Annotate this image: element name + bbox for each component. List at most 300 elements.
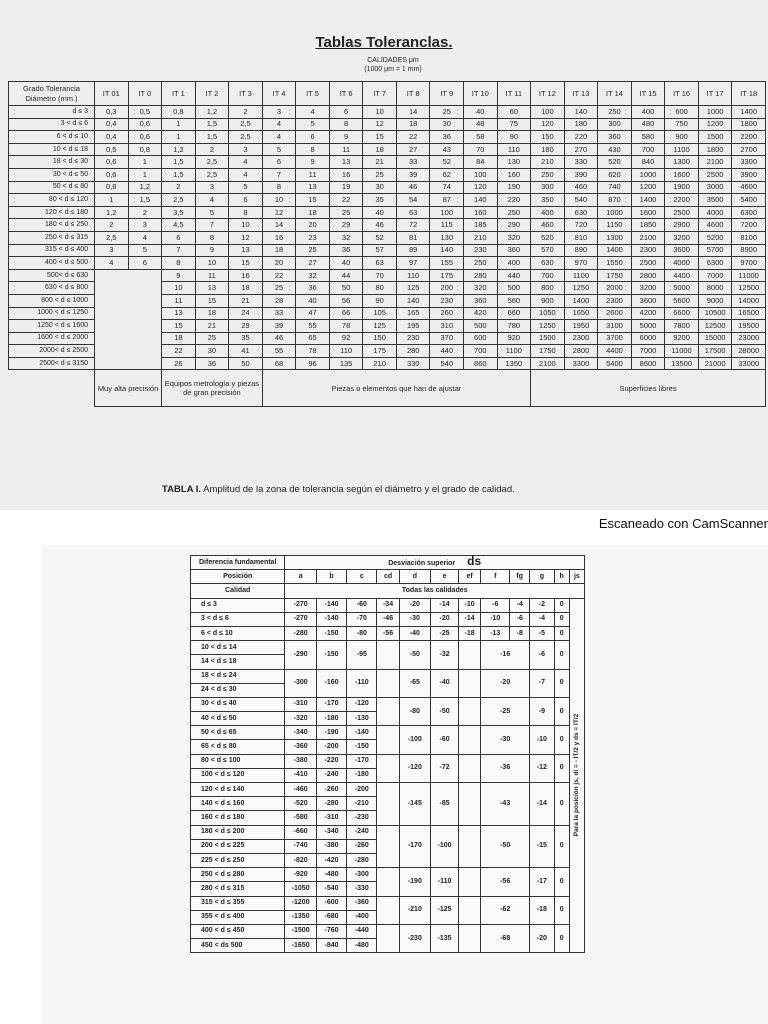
value-cell: -360 <box>347 896 377 910</box>
value-cell: -280 <box>347 853 377 867</box>
value-cell: 78 <box>296 345 330 358</box>
value-cell: 46 <box>396 181 430 194</box>
value-cell: 1750 <box>598 269 632 282</box>
column-header: IT 17 <box>698 82 732 106</box>
value-cell: -32 <box>431 641 459 669</box>
value-cell: 150 <box>363 332 397 345</box>
value-cell: 110 <box>329 345 363 358</box>
position-header: f <box>481 570 510 584</box>
value-cell: -1500 <box>285 924 316 938</box>
value-cell: 4 <box>195 194 229 207</box>
value-cell: -20 <box>481 669 530 697</box>
value-cell: 195 <box>396 320 430 333</box>
value-cell: -14 <box>459 612 481 626</box>
value-cell: 160 <box>464 206 498 219</box>
value-cell: 180 <box>564 118 598 131</box>
desviacion-superior-label <box>285 556 585 570</box>
value-cell: -80 <box>399 697 430 725</box>
value-cell: 5000 <box>631 320 665 333</box>
diameter-cell: 180 < d ≤ 200 <box>191 825 285 839</box>
value-cell: 2 <box>95 219 129 232</box>
empty-cell <box>459 697 481 725</box>
value-cell: -100 <box>431 825 459 868</box>
empty-cell <box>377 726 399 754</box>
column-header: IT 2 <box>195 82 229 106</box>
value-cell: 400 <box>531 206 565 219</box>
value-cell: -135 <box>431 924 459 952</box>
value-cell: -170 <box>347 754 377 768</box>
value-cell: 10 <box>363 106 397 119</box>
table-caption <box>162 484 515 495</box>
value-cell: 2100 <box>698 156 732 169</box>
value-cell: 9000 <box>698 294 732 307</box>
value-cell: 0,6 <box>95 168 129 181</box>
value-cell: 35 <box>229 332 263 345</box>
value-cell: 8 <box>262 181 296 194</box>
value-cell: -230 <box>347 811 377 825</box>
value-cell: 74 <box>430 181 464 194</box>
value-cell: 280 <box>464 269 498 282</box>
value-cell: 12 <box>229 231 263 244</box>
position-header: a <box>285 570 316 584</box>
value-cell: 4 <box>229 168 263 181</box>
value-cell: 2700 <box>732 143 766 156</box>
value-cell: 3,5 <box>162 206 196 219</box>
value-cell: 1 <box>128 168 162 181</box>
value-cell: 3200 <box>631 282 665 295</box>
value-cell: 310 <box>430 320 464 333</box>
value-cell: -210 <box>399 896 430 924</box>
value-cell: 3 <box>229 143 263 156</box>
value-cell: 22 <box>329 194 363 207</box>
value-cell: 1350 <box>497 357 531 370</box>
empty-cell <box>377 924 399 952</box>
diameter-cell: 18 < d ≤ 30 <box>9 156 95 169</box>
value-cell: 3 <box>195 181 229 194</box>
value-cell: 6 <box>162 231 196 244</box>
value-cell: 1150 <box>598 219 632 232</box>
value-cell: 1 <box>95 194 129 207</box>
value-cell: 7 <box>262 168 296 181</box>
table-row <box>191 868 585 882</box>
value-cell: -4 <box>530 612 554 626</box>
value-cell: 3 <box>262 106 296 119</box>
value-cell: -680 <box>316 910 346 924</box>
value-cell: 230 <box>464 244 498 257</box>
table-header-row <box>9 82 766 106</box>
value-cell: 1000 <box>631 168 665 181</box>
value-cell: 460 <box>531 219 565 232</box>
diameter-cell: 315 < d ≤ 355 <box>191 896 285 910</box>
value-cell: 25 <box>195 332 229 345</box>
value-cell: -420 <box>316 853 346 867</box>
value-cell: 63 <box>363 257 397 270</box>
value-cell: 1600 <box>665 168 699 181</box>
value-cell: 56 <box>329 294 363 307</box>
value-cell: 14 <box>262 219 296 232</box>
value-cell: -62 <box>481 896 530 924</box>
diameter-cell: 18 < d ≤ 24 <box>191 669 285 683</box>
value-cell: 7000 <box>631 345 665 358</box>
diameter-cell: 120 < d ≤ 180 <box>9 206 95 219</box>
empty-cell <box>459 754 481 782</box>
value-cell: 125 <box>396 282 430 295</box>
value-cell: 2 <box>195 143 229 156</box>
value-cell: 190 <box>497 181 531 194</box>
value-cell: 6300 <box>732 206 766 219</box>
value-cell: 50 <box>229 357 263 370</box>
value-cell: 10 <box>229 219 263 232</box>
value-cell: 1400 <box>564 294 598 307</box>
value-cell: -190 <box>316 726 346 740</box>
value-cell: 4,5 <box>162 219 196 232</box>
table-row <box>191 896 585 910</box>
value-cell: 36 <box>329 244 363 257</box>
value-cell: 28000 <box>732 345 766 358</box>
value-cell: 970 <box>564 257 598 270</box>
value-cell: 22 <box>262 269 296 282</box>
value-cell: 46 <box>363 219 397 232</box>
value-cell: -13 <box>481 626 510 640</box>
value-cell: -310 <box>285 697 316 711</box>
value-cell: 540 <box>430 357 464 370</box>
empty-cell <box>9 370 95 407</box>
value-cell: 40 <box>329 257 363 270</box>
value-cell: 500 <box>497 282 531 295</box>
value-cell: 2200 <box>732 131 766 144</box>
value-cell: 43 <box>430 143 464 156</box>
diameter-cell: 250 < d ≤ 315 <box>9 231 95 244</box>
value-cell: 66 <box>329 307 363 320</box>
value-cell: 32 <box>296 269 330 282</box>
value-cell: -520 <box>285 797 316 811</box>
value-cell: 220 <box>497 194 531 207</box>
value-cell: 1200 <box>698 118 732 131</box>
value-cell: 810 <box>564 231 598 244</box>
value-cell: 12 <box>262 206 296 219</box>
column-header: IT 13 <box>564 82 598 106</box>
value-cell: 78 <box>329 320 363 333</box>
value-cell: 520 <box>531 231 565 244</box>
value-cell: -6 <box>510 612 530 626</box>
value-cell: 500 <box>464 320 498 333</box>
diameter-cell: 500< d ≤ 630 <box>9 269 95 282</box>
value-cell: -440 <box>347 924 377 938</box>
column-header: IT 8 <box>396 82 430 106</box>
value-cell: 3300 <box>732 156 766 169</box>
position-row <box>191 570 585 584</box>
value-cell: 1,2 <box>162 143 196 156</box>
value-cell: 2000 <box>598 282 632 295</box>
value-cell: 700 <box>531 269 565 282</box>
value-cell: 11000 <box>732 269 766 282</box>
value-cell: 23 <box>296 231 330 244</box>
diameter-cell: 250 < d ≤ 280 <box>191 868 285 882</box>
value-cell: 5000 <box>665 282 699 295</box>
diameter-cell: 10 < d ≤ 18 <box>9 143 95 156</box>
value-cell: 6 <box>262 156 296 169</box>
value-cell: 180 <box>531 143 565 156</box>
value-cell: 1400 <box>631 194 665 207</box>
position-header: b <box>316 570 346 584</box>
value-cell: 5 <box>262 143 296 156</box>
value-cell: 250 <box>598 106 632 119</box>
diameter-cell: d ≤ 3 <box>191 598 285 612</box>
value-cell: 0 <box>554 783 569 826</box>
table-row <box>191 726 585 740</box>
value-cell: 18 <box>162 332 196 345</box>
value-cell: 21 <box>229 294 263 307</box>
value-cell: -190 <box>399 868 430 896</box>
value-cell: 35 <box>363 194 397 207</box>
value-cell: 92 <box>329 332 363 345</box>
value-cell: 25 <box>363 168 397 181</box>
empty-cell <box>377 754 399 782</box>
caption-bold: TABLA I. <box>162 484 202 495</box>
value-cell: 39 <box>396 168 430 181</box>
value-cell: 175 <box>363 345 397 358</box>
value-cell: 0 <box>554 697 569 725</box>
value-cell: 100 <box>464 168 498 181</box>
value-cell: 1 <box>162 131 196 144</box>
diameter-cell: 400 < d ≤ 500 <box>9 257 95 270</box>
value-cell: -68 <box>481 924 530 952</box>
value-cell: -340 <box>285 726 316 740</box>
value-cell: -360 <box>285 740 316 754</box>
value-cell: 9 <box>195 244 229 257</box>
caption-text: Amplitud de la zona de tolerancia según el diámetro y el grado de calidad. <box>201 484 515 495</box>
value-cell: -18 <box>459 626 481 640</box>
value-cell: 3 <box>128 219 162 232</box>
value-cell: 1100 <box>665 143 699 156</box>
value-cell: -50 <box>399 641 430 669</box>
table-row <box>9 168 766 181</box>
value-cell: 16 <box>262 231 296 244</box>
value-cell: 780 <box>497 320 531 333</box>
value-cell: 1100 <box>497 345 531 358</box>
value-cell: 300 <box>531 181 565 194</box>
value-cell: 0 <box>554 754 569 782</box>
value-cell: -220 <box>316 754 346 768</box>
position-header: d <box>399 570 430 584</box>
value-cell: 8 <box>296 143 330 156</box>
diameter-cell: 140 < d ≤ 160 <box>191 797 285 811</box>
value-cell: 24 <box>229 307 263 320</box>
value-cell: 4400 <box>598 345 632 358</box>
value-cell: 6600 <box>665 307 699 320</box>
value-cell: 600 <box>464 332 498 345</box>
value-cell: -1650 <box>285 939 316 953</box>
value-cell: 12500 <box>732 282 766 295</box>
value-cell: -50 <box>431 697 459 725</box>
value-cell: 330 <box>396 357 430 370</box>
js-note: Para la posición js, di = - IT/2 y ds = IT/2 <box>572 714 580 837</box>
value-cell: 480 <box>631 118 665 131</box>
value-cell: 33000 <box>732 357 766 370</box>
diameter-cell: 40 < d ≤ 50 <box>191 712 285 726</box>
value-cell: 50 <box>329 282 363 295</box>
value-cell: 40 <box>296 294 330 307</box>
table-row <box>191 598 585 612</box>
column-header: IT 9 <box>430 82 464 106</box>
value-cell: 660 <box>497 307 531 320</box>
value-cell: 1850 <box>631 219 665 232</box>
value-cell: 860 <box>464 357 498 370</box>
value-cell: -310 <box>316 811 346 825</box>
value-cell: -110 <box>431 868 459 896</box>
value-cell: 6 <box>329 106 363 119</box>
value-cell: 57 <box>363 244 397 257</box>
value-cell: 47 <box>296 307 330 320</box>
value-cell: 105 <box>363 307 397 320</box>
value-cell: 54 <box>396 194 430 207</box>
value-cell: 1550 <box>598 257 632 270</box>
value-cell: 0,8 <box>95 181 129 194</box>
value-cell: -65 <box>399 669 430 697</box>
value-cell: 260 <box>430 307 464 320</box>
value-cell: 4 <box>262 131 296 144</box>
value-cell: -25 <box>481 697 530 725</box>
empty-cell <box>459 924 481 952</box>
value-cell: 21000 <box>698 357 732 370</box>
value-cell: 25 <box>430 106 464 119</box>
value-cell: 3700 <box>598 332 632 345</box>
value-cell: 360 <box>497 244 531 257</box>
value-cell: 8000 <box>698 282 732 295</box>
value-cell: 900 <box>665 131 699 144</box>
value-cell: 81 <box>396 231 430 244</box>
value-cell: 11000 <box>665 345 699 358</box>
value-cell: 8600 <box>631 357 665 370</box>
value-cell: 2600 <box>598 307 632 320</box>
value-cell: 2800 <box>564 345 598 358</box>
diameter-cell: d ≤ 3 <box>9 106 95 119</box>
value-cell: 135 <box>329 357 363 370</box>
value-cell: 27 <box>296 257 330 270</box>
value-cell: -140 <box>316 612 346 626</box>
tolerance-page <box>0 0 768 510</box>
value-cell: -17 <box>530 868 554 896</box>
value-cell: -43 <box>481 783 530 826</box>
value-cell: 11 <box>195 269 229 282</box>
value-cell: 10500 <box>698 307 732 320</box>
value-cell: 630 <box>564 206 598 219</box>
table-row <box>9 131 766 144</box>
value-cell: 1900 <box>665 181 699 194</box>
value-cell: -170 <box>316 697 346 711</box>
value-cell: -85 <box>431 783 459 826</box>
value-cell: 10 <box>195 257 229 270</box>
value-cell: 580 <box>631 131 665 144</box>
value-cell: 120 <box>464 181 498 194</box>
value-cell: 1,2 <box>195 106 229 119</box>
value-cell: -410 <box>285 768 316 782</box>
value-cell: 2200 <box>665 194 699 207</box>
diameter-cell: 10 < d ≤ 14 <box>191 641 285 655</box>
table-row <box>9 106 766 119</box>
column-header: IT 16 <box>665 82 699 106</box>
value-cell: 0,5 <box>95 143 129 156</box>
value-cell: 320 <box>497 231 531 244</box>
value-cell: 230 <box>396 332 430 345</box>
value-cell: 1,2 <box>128 181 162 194</box>
value-cell: 620 <box>598 168 632 181</box>
value-cell: -20 <box>399 598 430 612</box>
value-cell: 540 <box>564 194 598 207</box>
value-cell: 440 <box>430 345 464 358</box>
value-cell: -100 <box>399 726 430 754</box>
value-cell: 0 <box>554 924 569 952</box>
table-row <box>191 754 585 768</box>
value-cell: 16 <box>329 168 363 181</box>
value-cell: 70 <box>464 143 498 156</box>
value-cell: 16500 <box>732 307 766 320</box>
value-cell: 630 <box>531 257 565 270</box>
value-cell: 400 <box>497 257 531 270</box>
diameter-cell: 50 < d ≤ 80 <box>9 181 95 194</box>
desviacion-text: Desviación superior <box>388 560 456 568</box>
value-cell: 0 <box>554 825 569 868</box>
value-cell: -6 <box>481 598 510 612</box>
row-header-cell: Grado Tolerancia Diámetro (mm.) <box>9 82 95 106</box>
value-cell: -1050 <box>285 882 316 896</box>
column-header: IT 0 <box>128 82 162 106</box>
value-cell: 52 <box>363 231 397 244</box>
value-cell: 3500 <box>698 194 732 207</box>
value-cell: 3 <box>95 244 129 257</box>
value-cell: 9 <box>162 269 196 282</box>
diameter-cell: 100 < d ≤ 120 <box>191 768 285 782</box>
value-cell: 7200 <box>732 219 766 232</box>
value-cell: -25 <box>431 626 459 640</box>
position-header: ef <box>459 570 481 584</box>
value-cell: 13 <box>229 244 263 257</box>
value-cell: 720 <box>564 219 598 232</box>
value-cell: -760 <box>316 924 346 938</box>
value-cell: -10 <box>481 612 510 626</box>
value-cell: 15 <box>296 194 330 207</box>
diameter-cell: 2000< d ≤ 2500 <box>9 345 95 358</box>
column-header: IT 12 <box>531 82 565 106</box>
value-cell: 44 <box>329 269 363 282</box>
value-cell: 1600 <box>631 206 665 219</box>
value-cell: 165 <box>396 307 430 320</box>
value-cell: -7 <box>530 669 554 697</box>
value-cell: 40 <box>363 206 397 219</box>
value-cell: 1300 <box>598 231 632 244</box>
value-cell: -260 <box>347 839 377 853</box>
column-header: IT 15 <box>631 82 665 106</box>
empty-cell <box>377 825 399 868</box>
value-cell: 8 <box>229 206 263 219</box>
value-cell: -290 <box>285 641 316 669</box>
value-cell: 1 <box>162 118 196 131</box>
value-cell: 13 <box>162 307 196 320</box>
value-cell: 15 <box>363 131 397 144</box>
value-cell: 175 <box>430 269 464 282</box>
value-cell: -18 <box>530 896 554 924</box>
calidades-label: CALIDADES μm <box>367 57 419 64</box>
value-cell: 62 <box>430 168 464 181</box>
value-cell: -210 <box>347 797 377 811</box>
value-cell: -110 <box>347 669 377 697</box>
value-cell: -80 <box>347 626 377 640</box>
diameter-cell: 6 < d ≤ 10 <box>9 131 95 144</box>
diameter-cell: 80 < d ≤ 100 <box>191 754 285 768</box>
value-cell: 8 <box>162 257 196 270</box>
value-cell: -150 <box>316 641 346 669</box>
value-cell: 4 <box>95 257 129 270</box>
